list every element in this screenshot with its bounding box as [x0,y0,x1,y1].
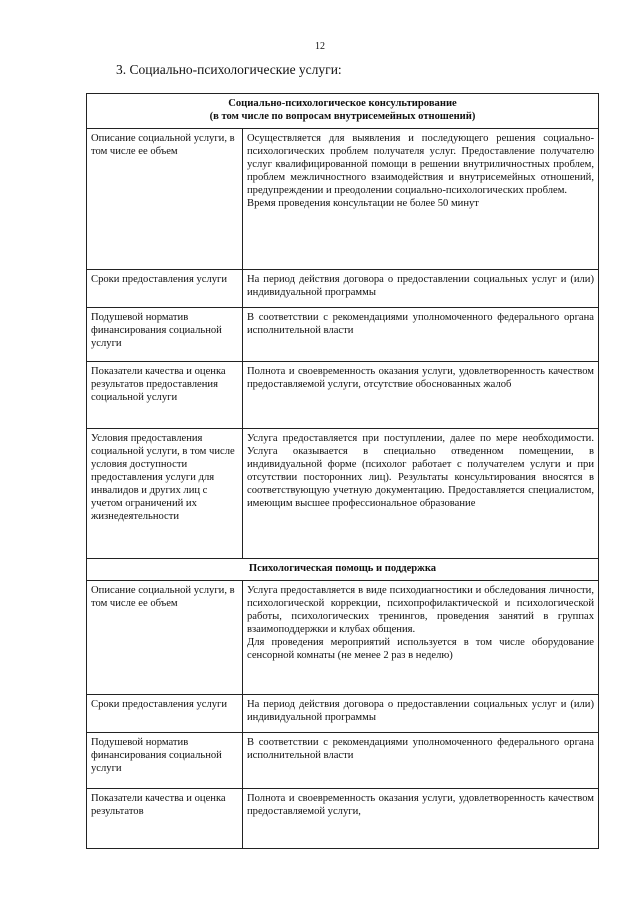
section-title: 3. Социально-психологические услуги: [116,62,342,77]
row-value-paragraph: Осуществляется для выявления и последующего решения социально-психологических проблем получателя услуг. Предоставление получателю услуг квалифицированной помощи в решении внутриличностных проблем, проблем межличностного взаимодействия и внутрисемейных отношений, предупреждении и преодолении социально-психологических проблем. [247,133,594,196]
row-value: На период действия договора о предоставлении социальных услуг и (или) индивидуальной программы [243,270,599,308]
block-header-row [87,94,599,129]
row-label: Условия предоставления социальной услуги, в том числе условия доступности предоставления услуги для инвалидов и других лиц с учетом ограничений их жизнедеятельности [87,429,243,559]
row-label: Описание социальной услуги, в том числе ее объем [87,581,243,695]
row-value: В соответствии с рекомендациями уполномоченного федерального органа исполнительной власти [243,733,599,789]
row-label: Описание социальной услуги, в том числе ее объем [87,129,243,270]
table-row [87,581,599,695]
table-row [87,789,599,849]
row-value: Полнота и своевременность оказания услуги, удовлетворенность качеством предоставляемой услуги, [243,789,599,849]
row-value-paragraph: Время проведения консультации не более 50 минут [247,198,479,209]
table-row [87,308,599,362]
row-value-paragraph: Услуга предоставляется в виде психодиагностики и обследования личности, психологической коррекции, психопрофилактической и психологической работы, психологических тренингов, проведения занятий в группах взаимоподдержки и клубах общения. [247,585,594,635]
row-label: Сроки предоставления услуги [87,695,243,733]
table-row [87,362,599,429]
row-label: Показатели качества и оценка результатов предоставления социальной услуги [87,362,243,429]
block-header-title: Социально-психологическое консультирование [228,98,457,109]
table-row [87,429,599,559]
table-row [87,270,599,308]
row-label: Показатели качества и оценка результатов [87,789,243,849]
row-label: Подушевой норматив финансирования социальной услуги [87,733,243,789]
row-value: На период действия договора о предоставлении социальных услуг и (или) индивидуальной программы [243,695,599,733]
row-label: Подушевой норматив финансирования социальной услуги [87,308,243,362]
block-header [87,559,599,581]
block-header-title: Психологическая помощь и поддержка [248,563,437,574]
row-label: Сроки предоставления услуги [87,270,243,308]
table-row [87,695,599,733]
table-row [87,129,599,270]
block-header-row [87,559,599,581]
row-value [243,129,599,270]
row-value: Полнота и своевременность оказания услуги, удовлетворенность качеством предоставляемой услуги, отсутствие обоснованных жалоб [243,362,599,429]
block-header [87,94,599,129]
row-value [243,581,599,695]
block-header-subtitle: (в том числе по вопросам внутрисемейных отношений) [209,111,476,122]
row-value: В соответствии с рекомендациями уполномоченного федерального органа исполнительной власти [243,308,599,362]
row-value: Услуга предоставляется при поступлении, далее по мере необходимости. Услуга оказывается в специально отведенном помещении, в индивидуальной форме (психолог работает с получателем услуги и при отсутствии посторонних лиц). Результаты консультирования вносятся в соответствующую учетную документацию. Предоставляется специалистом, имеющим высшее профессиональное образование [243,429,599,559]
services-table [86,93,599,849]
row-value-paragraph: Для проведения мероприятий используется в том числе оборудование сенсорной комнаты (не менее 2 раз в неделю) [247,637,594,661]
page-number: 12 [315,41,325,52]
table-row [87,733,599,789]
